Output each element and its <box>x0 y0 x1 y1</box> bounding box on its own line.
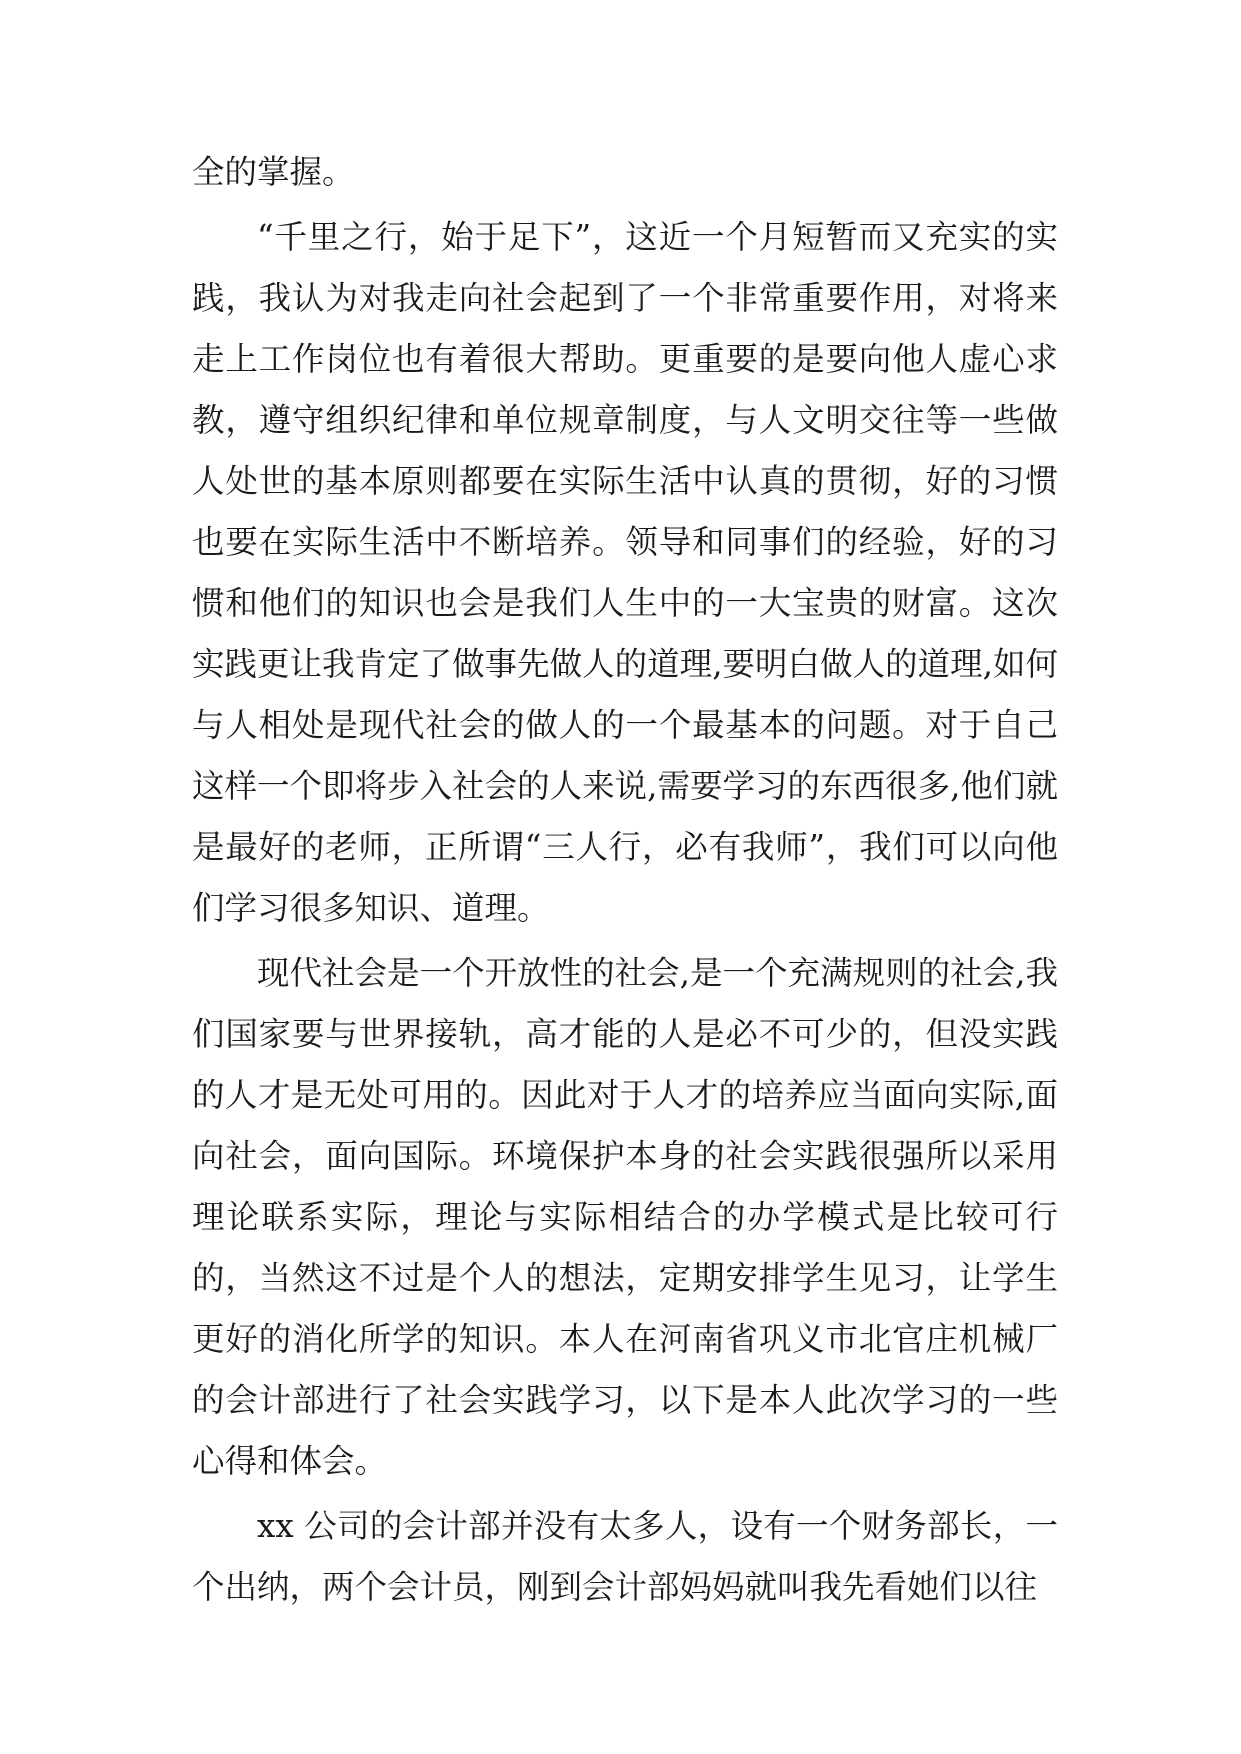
paragraph-practice-reflection: “千里之行，始于足下”，这近一个月短暂而又充实的实践，我认为对我走向社会起到了一个非常重要作用，对将来走上工作岗位也有着很大帮助。更重要的是要向他人虚心求教，遵守组织纪律和单位规章制度，与人文明交往等一些做人处世的基本原则都要在实际生活中认真的贯彻，好的习惯也要在实际生活中不断培养。领导和同事们的经验，好的习惯和他们的知识也会是我们人生中的一大宝贵的财富。这次实践更让我肯定了做事先做人的道理,要明白做人的道理,如何与人相处是现代社会的做人的一个最基本的问题。对于自己这样一个即将步入社会的人来说,需要学习的东西很多,他们就是最好的老师，正所谓“三人行，必有我师”，我们可以向他们学习很多知识、道理。 <box>192 218 1058 927</box>
paragraph-accounting-department: xx 公司的会计部并没有太多人，设有一个财务部长，一个出纳，两个会计员，刚到会计部妈妈就叫我先看她们以往 <box>192 1507 1058 1606</box>
paragraph-modern-society: 现代社会是一个开放性的社会,是一个充满规则的社会,我们国家要与世界接轨，高才能的人是必不可少的，但没实践的人才是无处可用的。因此对于人才的培养应当面向实际,面向社会，面向国际。环境保护本身的社会实践很强所以采用理论联系实际，理论与实际相结合的办学模式是比较可行的，当然这不过是个人的想法，定期安排学生见习，让学生更好的消化所学的知识。本人在河南省巩义市北官庄机械厂的会计部进行了社会实践学习，以下是本人此次学习的一些心得和体会。 <box>192 954 1058 1480</box>
document-page <box>192 142 1058 1622</box>
paragraph-continuation: 全的掌握。 <box>192 153 355 191</box>
